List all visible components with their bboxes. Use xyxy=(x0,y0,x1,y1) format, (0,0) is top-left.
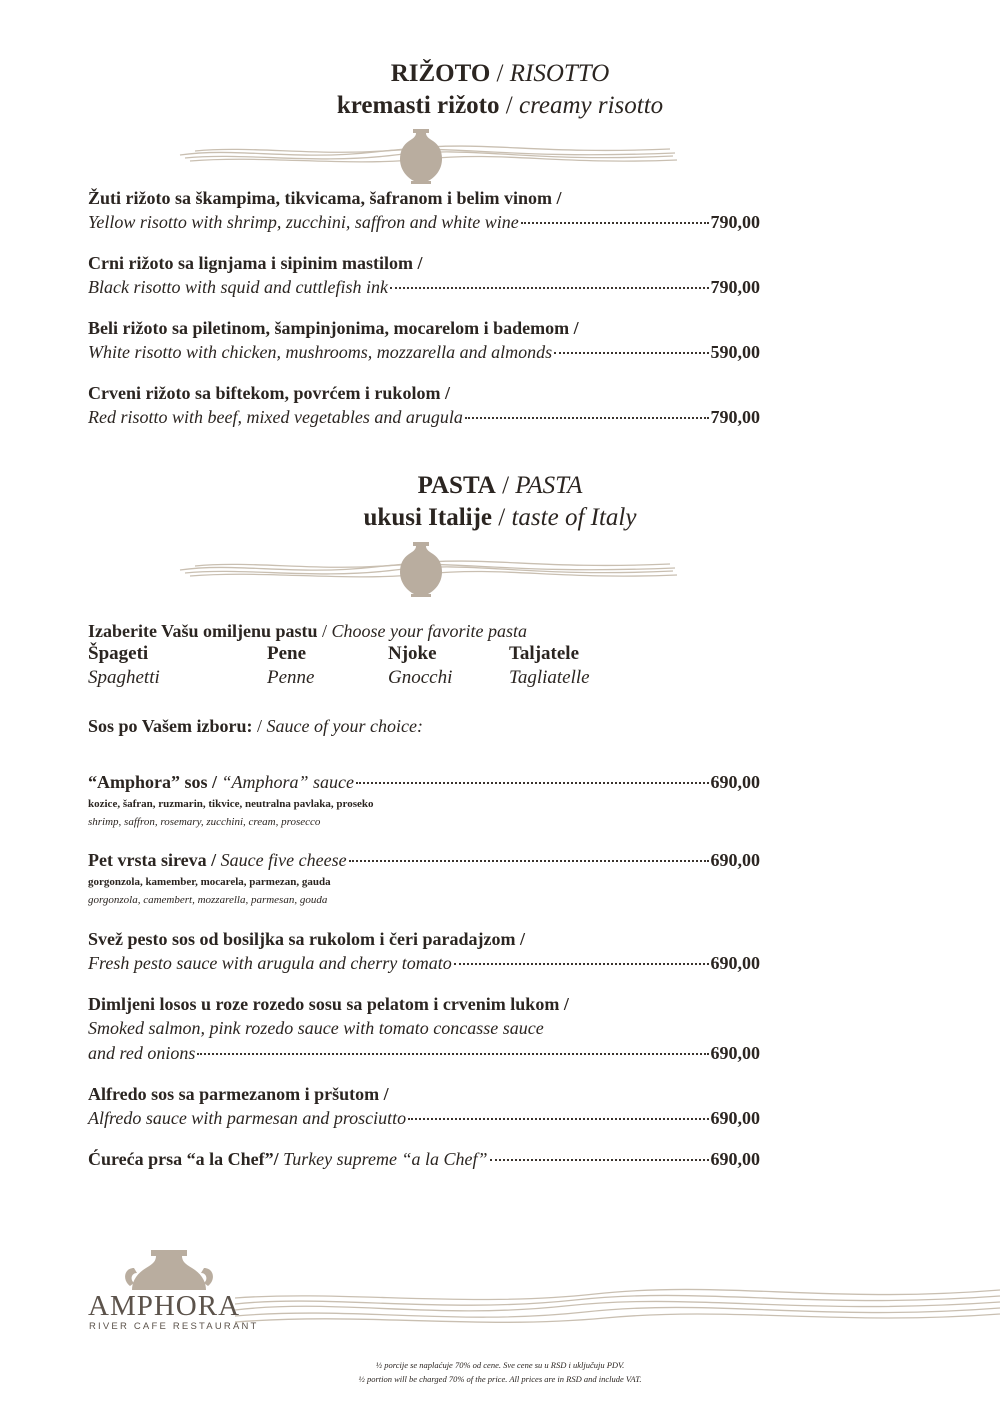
pasta-types-en xyxy=(88,666,688,690)
risotto-title-en: RISOTTO xyxy=(509,60,610,87)
pasta-type-en: Gnocchi xyxy=(388,667,453,688)
leader-dots xyxy=(554,352,708,354)
leader-dots xyxy=(356,782,708,784)
sauce-heading-en: Sauce of your choice: xyxy=(266,716,423,736)
sauce-en: Smoked salmon, pink rozedo sauce with tomato concasse sauce xyxy=(88,1018,544,1038)
risotto-item-price: 790,00 xyxy=(710,277,760,297)
footer-note-en: ½ portion will be charged 70% of the price. All prices are in RSD and include VAT. xyxy=(358,1374,642,1384)
sauce-sr: Dimljeni losos u roze rozedo sosu sa pelatom i crvenim lukom / xyxy=(88,994,569,1014)
sauce-heading-sr: Sos po Vašem izboru: xyxy=(88,716,253,736)
footer-note-sr: ½ porcije se naplaćuje 70% od cene. Sve cene su u RSD i uključuju PDV. xyxy=(375,1360,625,1370)
sauce-item-1: “Amphora” sos / “Amphora” sauce 690,00 kozice, šafran, ruzmarin, tikvice, neutralna pavlaka, proseko shrimp, saffron, rosemary, zucchini, cream, prosecco xyxy=(88,770,760,831)
pasta-type: Špageti xyxy=(88,643,149,664)
pasta-choice: Izaberite Vašu omiljenu pastu / Choose your favorite pasta Špageti Pene Njoke Taljatele Spaghetti Penne Gnocchi Tagliatelle xyxy=(88,620,688,690)
leader-dots xyxy=(197,1053,708,1055)
risotto-item-4 xyxy=(88,381,760,430)
risotto-header: RIŽOTO / RISOTTO kremasti rižoto / creamy risotto xyxy=(336,60,664,119)
sauce-en: Sauce five cheese xyxy=(220,850,347,870)
sauce-item-4 xyxy=(88,992,760,1066)
pasta-type: Taljatele xyxy=(509,643,580,664)
sauce-ingredients-en: gorgonzola, camembert, mozzarella, parmesan, gouda xyxy=(88,894,328,906)
amphora-divider-icon xyxy=(175,538,680,598)
sauce-en-cont: and red onions xyxy=(88,1043,196,1063)
choose-sr: Izaberite Vašu omiljenu pastu xyxy=(88,621,318,641)
sauce-sr: Svež pesto sos od bosiljka sa rukolom i čeri paradajzom / xyxy=(88,929,526,949)
wave-ornament-icon xyxy=(235,1280,1000,1335)
risotto-item-sr: Beli rižoto sa piletinom, šampinjonima, mocarelom i bademom / xyxy=(88,318,579,338)
risotto-item-price: 790,00 xyxy=(710,407,760,427)
sauce-en: Turkey supreme “a la Chef” xyxy=(283,1149,488,1169)
logo-wordmark: AMPHORA xyxy=(88,1290,241,1322)
amphora-divider-icon xyxy=(175,125,680,185)
logo-subtitle: RIVER CAFE RESTAURANT xyxy=(89,1321,259,1332)
leader-dots xyxy=(465,417,709,419)
leader-dots xyxy=(349,860,709,862)
sauce-sr: Ćureća prsa “a la Chef” xyxy=(88,1149,274,1169)
sauce-sr: “Amphora” sos xyxy=(88,772,208,792)
sauce-ingredients-sr: kozice, šafran, ruzmarin, tikvice, neutralna pavlaka, proseko xyxy=(88,798,374,810)
sauce-en: “Amphora” sauce xyxy=(221,772,355,792)
sauce-price: 690,00 xyxy=(710,1043,760,1063)
pasta-type-en: Penne xyxy=(267,667,315,688)
sauce-price: 690,00 xyxy=(710,1108,760,1128)
risotto-title-sr: RIŽOTO xyxy=(390,60,491,87)
sauce-item-6: Ćureća prsa “a la Chef”/ Turkey supreme “a la Chef” 690,00 xyxy=(88,1147,760,1172)
risotto-item-en: Black risotto with squid and cuttlefish ink xyxy=(88,277,388,297)
pasta-type-en: Spaghetti xyxy=(88,667,160,688)
sauce-item-5 xyxy=(88,1082,760,1131)
choose-en: Choose your favorite pasta xyxy=(331,621,528,641)
sauce-price: 690,00 xyxy=(710,1149,760,1169)
pasta-types-sr xyxy=(88,642,688,666)
risotto-item-en: Red risotto with beef, mixed vegetables and arugula xyxy=(88,407,463,427)
risotto-item-3 xyxy=(88,316,760,365)
sauce-price: 690,00 xyxy=(710,772,760,792)
sauce-item-3 xyxy=(88,927,760,976)
leader-dots xyxy=(490,1159,709,1161)
risotto-item-sr: Crni rižoto sa lignjama i sipinim mastilom / xyxy=(88,253,423,273)
pasta-title-sr: PASTA xyxy=(417,472,496,499)
leader-dots xyxy=(521,222,709,224)
risotto-item-en: Yellow risotto with shrimp, zucchini, saffron and white wine xyxy=(88,212,519,232)
sauce-en: Fresh pesto sauce with arugula and cherry tomato xyxy=(88,953,452,973)
sauce-item-2: Pet vrsta sireva / Sauce five cheese 690,00 gorgonzola, kamember, mocarela, parmezan, gauda gorgonzola, camembert, mozzarella, parmesan, gouda xyxy=(88,848,760,909)
sauce-ingredients-en: shrimp, saffron, rosemary, zucchini, cream, prosecco xyxy=(88,816,321,828)
risotto-item-sr: Crveni rižoto sa biftekom, povrćem i rukolom / xyxy=(88,383,450,403)
sauce-heading: Sos po Vašem izboru: / Sauce of your choice: xyxy=(88,716,423,736)
leader-dots xyxy=(454,963,709,965)
risotto-item-2 xyxy=(88,251,760,300)
pasta-type-en: Tagliatelle xyxy=(509,667,590,688)
pasta-subtitle-en: taste of Italy xyxy=(511,504,637,531)
pasta-title-en: PASTA xyxy=(515,472,583,499)
sauce-ingredients-sr: gorgonzola, kamember, mocarela, parmezan, gauda xyxy=(88,876,331,888)
risotto-subtitle-sr: kremasti rižoto xyxy=(336,92,500,119)
risotto-item-1 xyxy=(88,186,760,235)
risotto-item-en: White risotto with chicken, mushrooms, mozzarella and almonds xyxy=(88,342,553,362)
leader-dots xyxy=(390,287,709,289)
pasta-type: Njoke xyxy=(388,643,437,664)
risotto-subtitle-en: creamy risotto xyxy=(518,92,664,119)
sauce-en: Alfredo sauce with parmesan and prosciutto xyxy=(88,1108,407,1128)
leader-dots xyxy=(408,1118,708,1120)
pasta-type: Pene xyxy=(267,643,307,664)
risotto-item-sr: Žuti rižoto sa škampima, tikvicama, šafranom i belim vinom / xyxy=(88,188,562,208)
pasta-header: PASTA / PASTA ukusi Italije / taste of Italy xyxy=(363,472,637,531)
sauce-sr: Alfredo sos sa parmezanom i pršutom / xyxy=(88,1084,389,1104)
risotto-item-price: 590,00 xyxy=(710,342,760,362)
sauce-sr: Pet vrsta sireva xyxy=(88,850,207,870)
sauce-price: 690,00 xyxy=(710,953,760,973)
sauce-price: 690,00 xyxy=(710,850,760,870)
risotto-item-price: 790,00 xyxy=(710,212,760,232)
pasta-subtitle-sr: ukusi Italije xyxy=(363,504,493,531)
